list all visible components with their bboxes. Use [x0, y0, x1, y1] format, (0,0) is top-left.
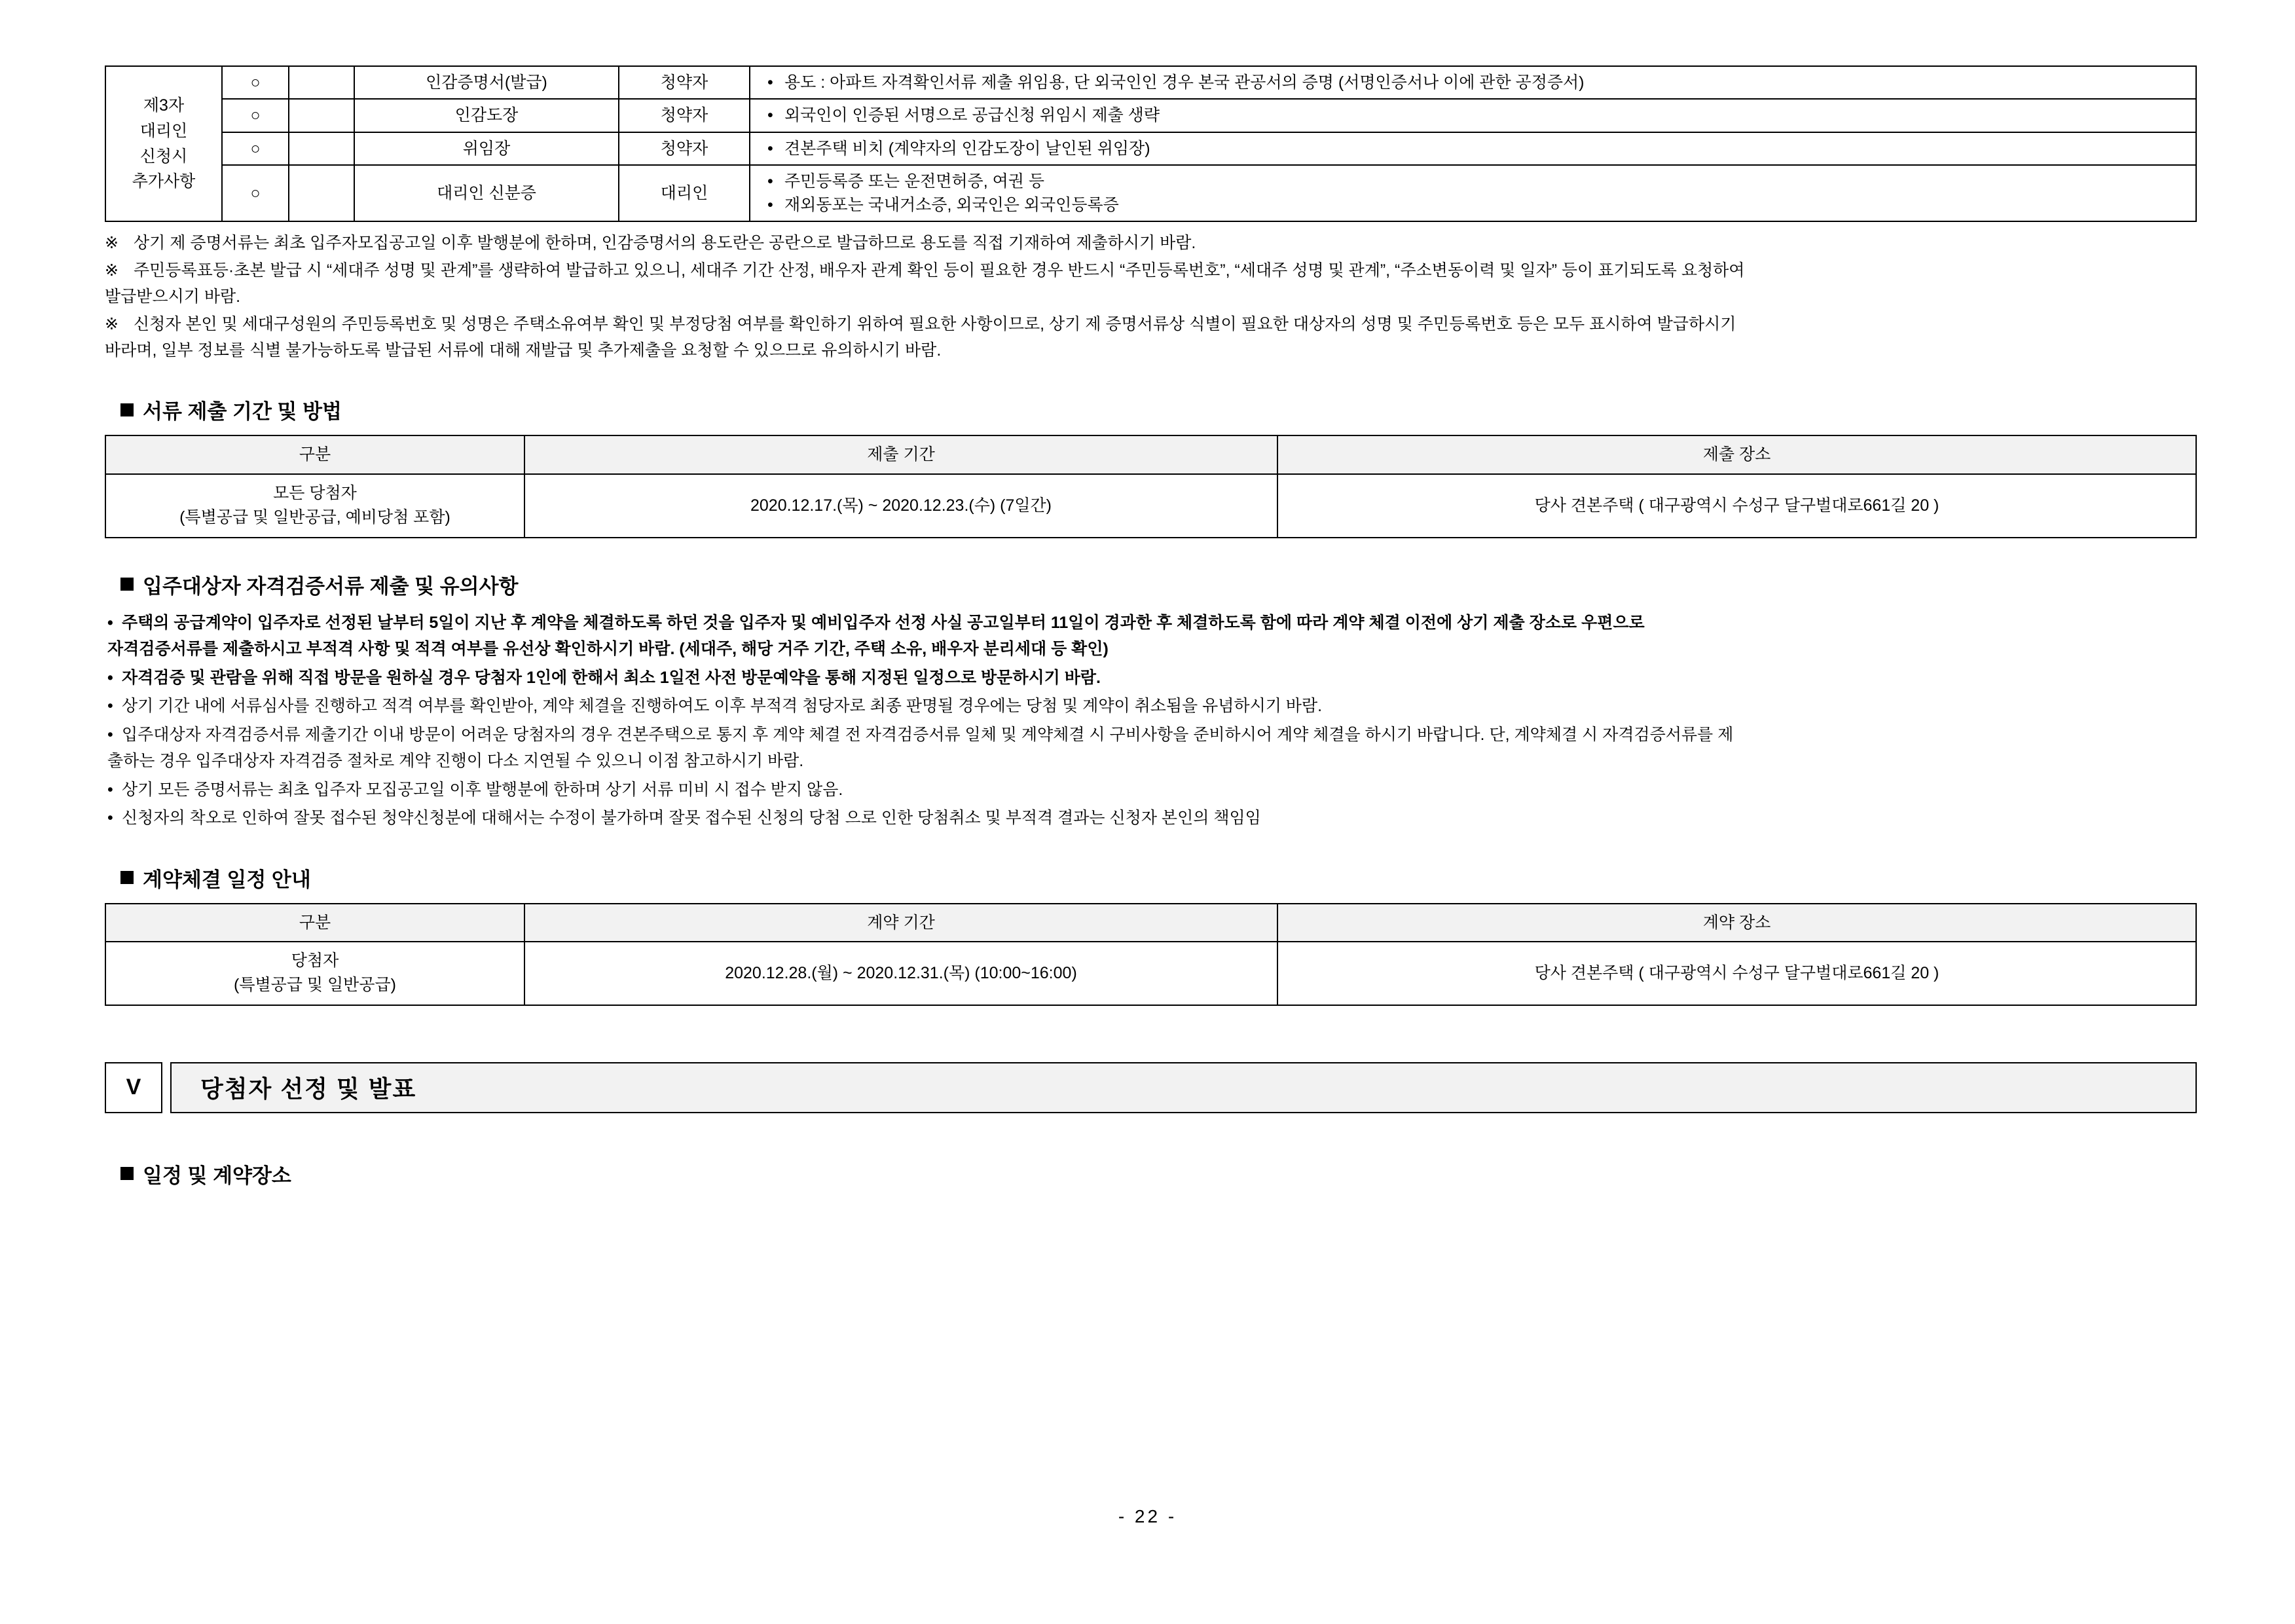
description-line: • 용도 : 아파트 자격확인서류 제출 위임용, 단 외국인인 경우 본국 관공서의 증명 (서명인증서나 이에 관한 공정증서) [762, 71, 2189, 94]
note-mark: ※ [105, 261, 119, 280]
gubun-line-2: (특별공급 및 일반공급, 예비당첨 포함) [179, 508, 450, 526]
col-header-gubun: 구분 [105, 435, 524, 473]
description-cell [750, 99, 2196, 132]
description-line: • 주민등록증 또는 운전면허증, 여권 등 [762, 170, 2189, 193]
description-line: • 재외동포는 국내거소증, 외국인은 외국인등록증 [762, 193, 2189, 217]
qualification-notes-list [105, 610, 2197, 832]
note-item [105, 230, 2197, 256]
list-item-line: 주택의 공급계약이 입주자로 선정된 날부터 5일이 지난 후 계약을 체결하도록 하던 것을 입주자 및 예비입주자 선정 사실 공고일부터 11일이 경과한 후 체결하도록 함에 따라 계약 체결 이전에 상기 제출 장소로 우편으로 [122, 613, 1645, 632]
blank-cell [289, 165, 354, 222]
blank-cell [289, 99, 354, 132]
col-header-period: 계약 기간 [524, 904, 1277, 942]
gubun-cell [105, 942, 524, 1005]
section-heading-qualification [120, 570, 2197, 599]
square-bullet-icon [120, 403, 134, 416]
list-item-line: 신청자의 착오로 인하여 잘못 접수된 청약신청분에 대해서는 수정이 불가하며 잘못 접수된 신청의 당첨 으로 인한 당첨취소 및 부적격 결과는 신청자 본인의 책임임 [122, 809, 1261, 827]
list-item [105, 777, 2197, 803]
section-title: 계약체결 일정 안내 [143, 868, 311, 891]
note-text: 주민등록표등·초본 발급 시 “세대주 성명 및 관계”를 생략하여 발급하고 있으니, 세대주 기간 산정, 배우자 관계 확인 등이 필요한 경우 반드시 “주민등록번호”, “세대주 성명 및 관계”, “주소변동이력 및 일자” 등이 표기되도록 요청하여 [134, 261, 1745, 280]
section-heading-submission [120, 395, 2197, 424]
row-group-header: 제3자 대리인 신청시 추가사항 [105, 66, 222, 221]
list-item-line: 상기 기간 내에 서류심사를 진행하고 적격 여부를 확인받아, 계약 체결을 진행하여도 이후 부적격 첨당자로 최종 판명될 경우에는 당첨 및 계약이 취소됨을 유념하시기 바람. [122, 697, 1323, 715]
square-bullet-icon [120, 871, 134, 884]
description-line: • 외국인이 인증된 서명으로 공급신청 위임시 제출 생략 [762, 103, 2189, 127]
note-mark: ※ [105, 234, 119, 253]
submitter: 청약자 [619, 99, 750, 132]
place-cell: 당사 견본주택 ( 대구광역시 수성구 달구벌대로661길 20 ) [1277, 474, 2196, 538]
list-item [105, 805, 2197, 832]
submitter: 대리인 [619, 165, 750, 222]
document-name: 인감증명서(발급) [354, 66, 619, 99]
list-item-line: 자격검증 및 관람을 위해 직접 방문을 원하실 경우 당첨자 1인에 한해서 최소 1일전 사전 방문예약을 통해 지정된 일정으로 방문하시기 바람. [122, 668, 1101, 687]
section-title: 일정 및 계약장소 [143, 1164, 291, 1187]
gubun-cell [105, 474, 524, 538]
period-cell: 2020.12.17.(목) ~ 2020.12.23.(수) (7일간) [524, 474, 1277, 538]
square-bullet-icon [120, 1167, 134, 1180]
description-line: • 견본주택 비치 (계약자의 인감도장이 날인된 위임장) [762, 137, 2189, 160]
list-item [105, 693, 2197, 720]
page-number: - 22 - [1118, 1506, 1177, 1526]
mark-cell: ○ [222, 165, 289, 222]
third-party-agent-documents-table [105, 65, 2197, 222]
place-cell: 당사 견본주택 ( 대구광역시 수성구 달구벌대로661길 20 ) [1277, 942, 2196, 1005]
list-item-line: 입주대상자 자격검증서류 제출기간 이내 방문이 어려운 당첨자의 경우 견본주택으로 통지 후 계약 체결 전 자격검증서류 일체 및 계약체결 시 구비사항을 준비하시어 계약 체결을 하시기 바랍니다. 단, 계약체결 시 자격검증서류를 제 [122, 725, 1734, 744]
notes-block [105, 230, 2197, 363]
gubun-line-1: 당첨자 [291, 951, 339, 970]
gubun-line-2: (특별공급 및 일반공급) [234, 976, 396, 995]
table-row [105, 165, 2196, 222]
page-content [105, 65, 2197, 1199]
note-item [105, 257, 2197, 310]
description-cell [750, 132, 2196, 165]
section-title: 입주대상자 자격검증서류 제출 및 유의사항 [143, 574, 519, 598]
note-text: 상기 제 증명서류는 최초 입주자모집공고일 이후 발행분에 한하며, 인감증명서의 용도란은 공란으로 발급하므로 용도를 직접 기재하여 제출하시기 바람. [134, 234, 1196, 253]
blank-cell [289, 132, 354, 165]
note-text: 발급받으시기 바람. [105, 287, 241, 306]
description-cell [750, 165, 2196, 222]
square-bullet-icon [120, 578, 134, 591]
col-header-period: 제출 기간 [524, 435, 1277, 473]
gubun-line-1: 모든 당첨자 [273, 483, 357, 502]
note-text: 신청자 본인 및 세대구성원의 주민등록번호 및 성명은 주택소유여부 확인 및 부정당첨 여부를 확인하기 위하여 필요한 사항이므로, 상기 제 증명서류상 식별이 필요한 대상자의 성명 및 주민등록번호 등은 모두 표시하여 발급하시기 [134, 315, 1736, 334]
table-row [105, 66, 2196, 99]
table-header-row [105, 435, 2196, 473]
note-item [105, 311, 2197, 363]
mark-cell: ○ [222, 132, 289, 165]
table-row [105, 474, 2196, 538]
list-item-line: 출하는 경우 입주대상자 자격검증 절차로 계약 진행이 다소 지연될 수 있으니 이점 참고하시기 바람. [107, 752, 804, 770]
chapter-title: 당첨자 선정 및 발표 [170, 1062, 2197, 1113]
list-item-line: 상기 모든 증명서류는 최초 입주자 모집공고일 이후 발행분에 한하며 상기 서류 미비 시 접수 받지 않음. [122, 780, 843, 799]
list-item [105, 665, 2197, 692]
table-header-row [105, 904, 2196, 942]
note-mark: ※ [105, 315, 119, 334]
document-name: 위임장 [354, 132, 619, 165]
section-heading-schedule-place [120, 1159, 2197, 1189]
list-item [105, 722, 2197, 775]
chapter-banner [105, 1062, 2197, 1113]
table-row [105, 132, 2196, 165]
col-header-place: 제출 장소 [1277, 435, 2196, 473]
table-row [105, 942, 2196, 1005]
table-row [105, 99, 2196, 132]
document-name: 인감도장 [354, 99, 619, 132]
submitter: 청약자 [619, 132, 750, 165]
section-heading-contract [120, 863, 2197, 893]
blank-cell [289, 66, 354, 99]
list-item [105, 610, 2197, 663]
note-text: 바라며, 일부 정보를 식별 불가능하도록 발급된 서류에 대해 재발급 및 추가제출을 요청할 수 있으므로 유의하시기 바람. [105, 341, 942, 360]
chapter-number: V [105, 1062, 162, 1113]
period-cell: 2020.12.28.(월) ~ 2020.12.31.(목) (10:00~16:00) [524, 942, 1277, 1005]
col-header-gubun: 구분 [105, 904, 524, 942]
submission-schedule-table [105, 435, 2197, 538]
mark-cell: ○ [222, 99, 289, 132]
description-cell [750, 66, 2196, 99]
document-name: 대리인 신분증 [354, 165, 619, 222]
list-item-line: 자격검증서류를 제출하시고 부적격 사항 및 적격 여부를 유선상 확인하시기 바람. (세대주, 해당 거주 기간, 주택 소유, 배우자 분리세대 등 확인) [107, 640, 1109, 658]
submitter: 청약자 [619, 66, 750, 99]
contract-schedule-table [105, 903, 2197, 1006]
section-title: 서류 제출 기간 및 방법 [143, 400, 342, 424]
col-header-place: 계약 장소 [1277, 904, 2196, 942]
mark-cell: ○ [222, 66, 289, 99]
